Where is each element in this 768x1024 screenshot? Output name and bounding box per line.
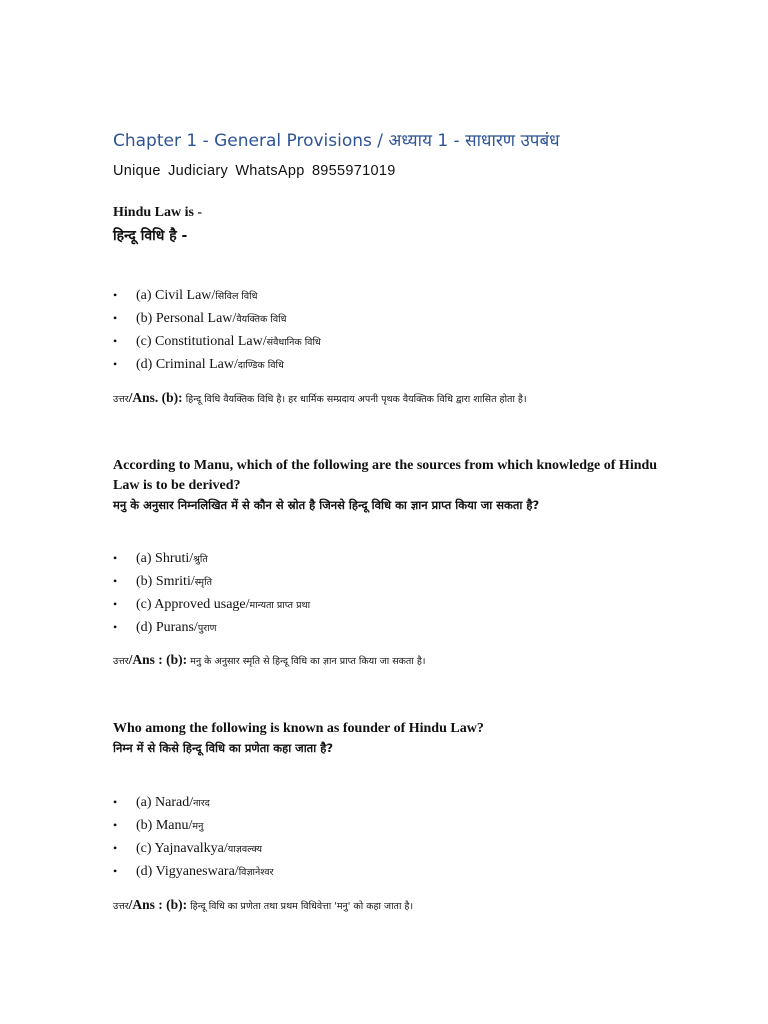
bullet-icon: • [113,334,118,348]
option-hindi: सिविल विधि [215,291,258,302]
option-hindi: पुराण [197,623,217,634]
option-hindi: श्रुति [193,554,208,565]
option-hindi: स्मृति [194,577,212,588]
question-1-options [113,284,613,376]
question-3-hindi: निम्न में से किसे हिन्दू विधि का प्रणेता कहा जाता है? [113,741,333,755]
answer-1 [113,390,713,406]
bullet-icon: • [113,311,118,325]
option-list-item [113,593,613,616]
option-hindi: विज्ञानेश्वर [238,867,274,878]
question-2-english: According to Manu, which of the following are the sources from which knowledge of Hindu Law is to be derived? [113,458,658,493]
question-1-english: Hindu Law is - [113,205,203,220]
bullet-icon: • [113,795,118,809]
answer-label: /Ans : (b): [128,897,188,912]
option-english: (c) Yajnavalkya/ [136,841,228,856]
question-1 [113,203,673,249]
option-english: (d) Purans/ [136,620,198,635]
option-english: (d) Vigyaneswara/ [136,864,239,879]
bullet-icon: • [113,620,118,634]
bullet-icon: • [113,288,118,302]
option-english: (a) Civil Law/ [136,288,216,303]
option-list-item [113,860,613,883]
chapter-title: Chapter 1 - General Provisions / अध्याय 1 - साधारण उपबंध [113,131,560,151]
option-hindi: वैयक्तिक विधि [236,314,287,325]
option-list-item [113,330,613,353]
question-1-hindi: हिन्दू विधि है - [113,228,188,244]
option-list-item [113,814,613,837]
answer-prefix: उत्तर [113,656,129,667]
bullet-icon: • [113,551,118,565]
answer-text: हिन्दू विधि वैयक्तिक विधि है। हर धार्मिक सम्प्रदाय अपनी पृथक वैयक्तिक विधि द्वारा शासित होता है। [182,394,527,405]
answer-2 [113,652,713,668]
bullet-icon: • [113,597,118,611]
option-english: (b) Personal Law/ [136,311,237,326]
answer-text: मनु के अनुसार स्मृति से हिन्दू विधि का ज्ञान प्राप्त किया जा सकता है। [187,656,426,667]
option-hindi: नारद [193,798,210,809]
option-english: (d) Criminal Law/ [136,357,238,372]
question-3 [113,719,673,757]
option-list-item [113,837,613,860]
bullet-icon: • [113,864,118,878]
bullet-icon: • [113,574,118,588]
question-2 [113,456,673,514]
whatsapp-subtitle: Unique Judiciary WhatsApp 8955971019 [113,163,396,179]
bullet-icon: • [113,818,118,832]
option-english: (b) Manu/ [136,818,193,833]
answer-label: /Ans : (b): [128,652,188,667]
option-list-item [113,353,613,376]
option-hindi: याज्ञवल्क्य [227,844,262,855]
question-3-options [113,791,613,883]
question-3-english: Who among the following is known as founder of Hindu Law? [113,721,484,736]
option-list-item [113,307,613,330]
answer-text: हिन्दू विधि का प्रणेता तथा प्रथम विधिवेत्ता 'मनु' को कहा जाता है। [187,901,414,912]
option-list-item [113,570,613,593]
answer-prefix: उत्तर [113,901,129,912]
option-list-item [113,547,613,570]
answer-3 [113,897,713,913]
answer-prefix: उत्तर [113,394,129,405]
option-hindi: मान्यता प्राप्त प्रथा [249,600,311,611]
option-english: (a) Shruti/ [136,551,194,566]
option-hindi: संवैधानिक विधि [266,337,321,348]
option-list-item [113,791,613,814]
option-english: (b) Smriti/ [136,574,195,589]
question-2-hindi: मनु के अनुसार निम्नलिखित में से कौन से स्रोत है जिनसे हिन्दू विधि का ज्ञान प्राप्त किया जा सकता है? [113,498,540,512]
option-list-item [113,284,613,307]
option-list-item [113,616,613,639]
option-hindi: दाण्डिक विधि [237,360,284,371]
question-2-options [113,547,613,639]
bullet-icon: • [113,357,118,371]
answer-label: /Ans. (b): [128,390,183,405]
bullet-icon: • [113,841,118,855]
option-english: (c) Constitutional Law/ [136,334,267,349]
option-hindi: मनु [192,821,204,832]
option-english: (a) Narad/ [136,795,194,810]
option-english: (c) Approved usage/ [136,597,250,612]
